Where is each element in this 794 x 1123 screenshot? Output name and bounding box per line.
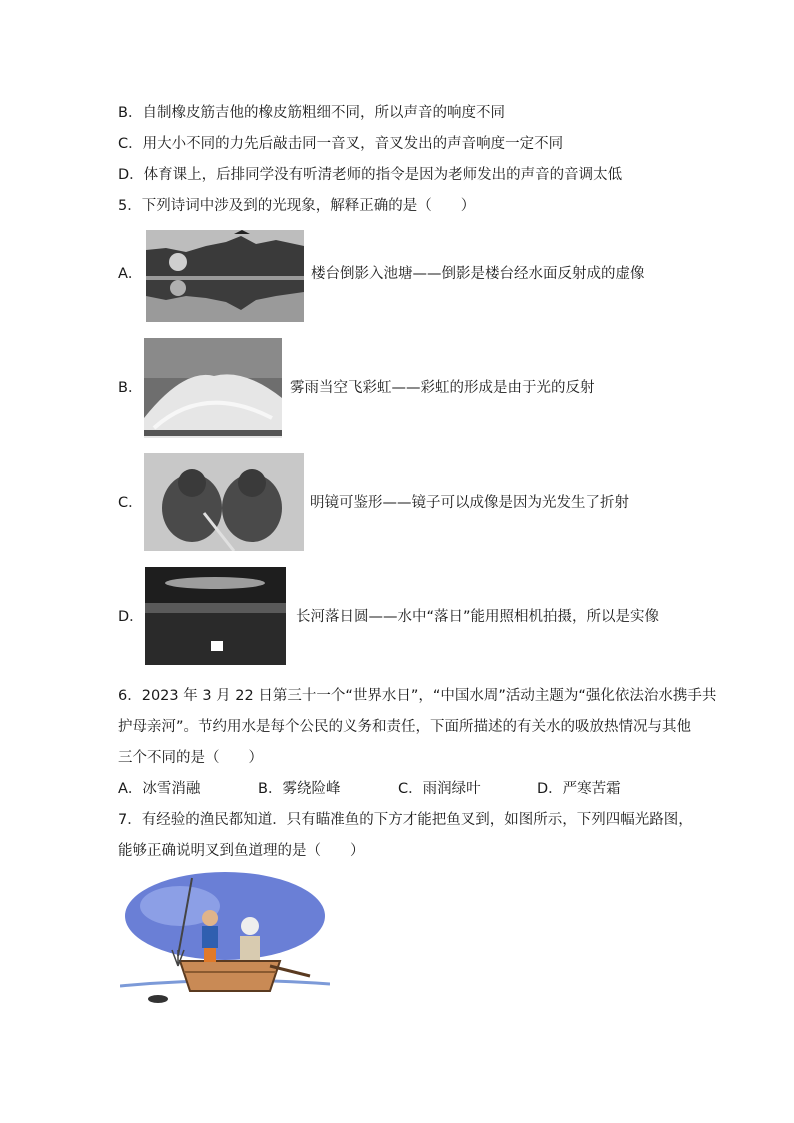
- pavilion-reflection-image: [146, 230, 304, 322]
- q6-line-1: 6．2023 年 3 月 22 日第三十一个“世界水日”，“中国水周”活动主题为“强化依法治水携手共: [118, 688, 717, 704]
- sunset-river-image: [145, 567, 286, 665]
- q5-option-a-label: A．: [118, 266, 143, 282]
- q5-stem: 5．下列诗词中涉及到的光现象，解释正确的是（ ）: [118, 198, 476, 214]
- q5-option-b-label: B．: [118, 380, 143, 396]
- q5-option-b-text: 雾雨当空飞彩虹——彩虹的形成是由于光的反射: [290, 380, 595, 396]
- q7-line-2: 能够正确说明叉到鱼道理的是（ ）: [118, 843, 365, 859]
- q4-option-c: C．用大小不同的力先后敲击同一音叉，音叉发出的声音响度一定不同: [118, 136, 564, 152]
- monkeys-mirror-image: [144, 453, 304, 551]
- rainbow-image: [144, 338, 282, 438]
- fisherman-boat-image: [120, 866, 330, 1012]
- q6-choice-a: A．冰雪消融: [118, 781, 201, 797]
- q5-option-c-text: 明镜可鉴形——镜子可以成像是因为光发生了折射: [310, 495, 629, 511]
- q5-option-d-text: 长河落日圆——水中“落日”能用照相机拍摄，所以是实像: [296, 609, 660, 625]
- q7-line-1: 7．有经验的渔民都知道．只有瞄准鱼的下方才能把鱼叉到，如图所示，下列四幅光路图，: [118, 812, 693, 828]
- q5-option-a-text: 楼台倒影入池塘——倒影是楼台经水面反射成的虚像: [311, 266, 645, 282]
- q5-option-c-label: C．: [118, 495, 143, 511]
- q6-choice-c: C．雨润绿叶: [398, 781, 481, 797]
- q4-option-d: D．体育课上，后排同学没有听清老师的指令是因为老师发出的声音的音调太低: [118, 167, 623, 183]
- q5-option-d-label: D．: [118, 609, 144, 625]
- q4-option-b: B．自制橡皮筋吉他的橡皮筋粗细不同，所以声音的响度不同: [118, 105, 505, 121]
- q6-choice-d: D．严寒苦霜: [537, 781, 621, 797]
- q6-line-2: 护母亲河”。节约用水是每个公民的义务和责任，下面所描述的有关水的吸放热情况与其他: [118, 719, 692, 735]
- q6-choice-b: B．雾绕险峰: [258, 781, 341, 797]
- q6-line-3: 三个不同的是（ ）: [118, 750, 263, 766]
